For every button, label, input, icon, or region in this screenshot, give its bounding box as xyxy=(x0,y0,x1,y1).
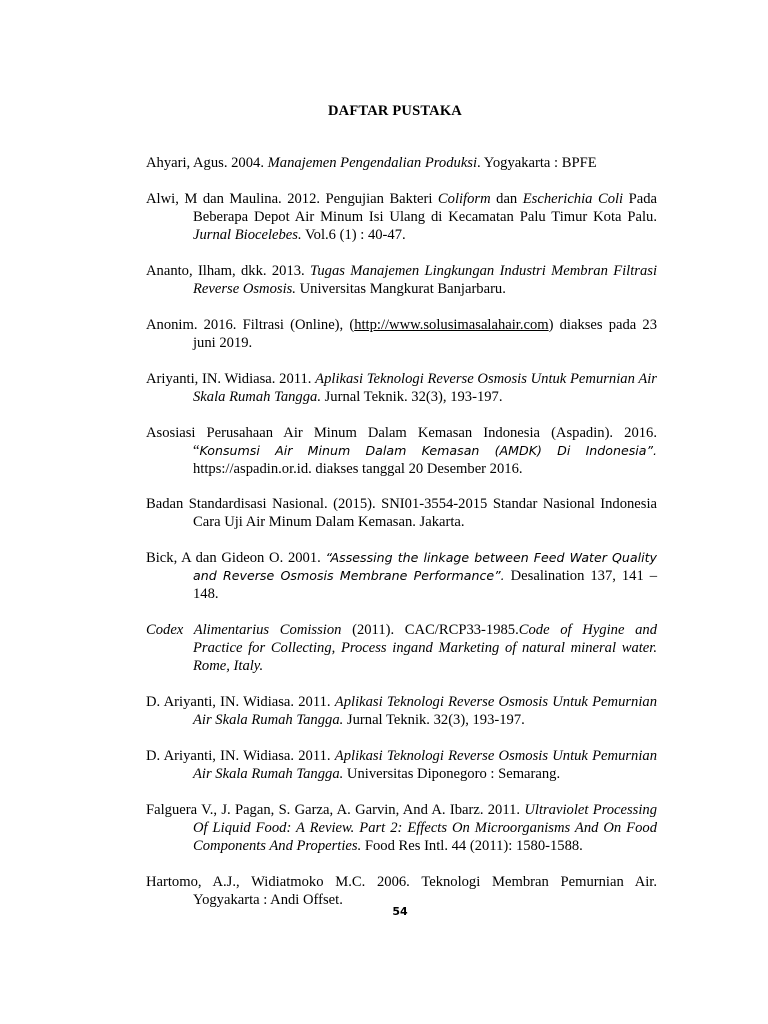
ref-text: Desalination 137, 141 – 148. xyxy=(193,568,657,602)
ref-text: D. Ariyanti, IN. Widiasa. 2011. xyxy=(146,748,335,764)
ref-text: ) diakses pada 23 juni 2019. xyxy=(193,317,657,351)
ref-text: Ariyanti, IN. Widiasa. 2011. xyxy=(146,371,316,387)
reference-item xyxy=(146,316,657,352)
ref-title: Konsumsi Air Minum Dalam Kemasan (AMDK) Di Indonesia”. xyxy=(199,443,657,458)
ref-text: Universitas Diponegoro : Semarang. xyxy=(343,766,561,782)
ref-text: Food Res Intl. 44 (2011): 1580-1588. xyxy=(361,838,583,854)
ref-text: Badan Standardisasi Nasional. (2015). SNI01-3554-2015 Standar Nasional Indonesia Cara Uji Air Minum Dalam Kemasan. Jakarta. xyxy=(146,496,657,530)
ref-title: Escherichia Coli xyxy=(522,191,624,207)
ref-text: Alwi, M dan Maulina. 2012. Pengujian Bakteri xyxy=(146,191,438,207)
page-number: 54 xyxy=(392,905,408,918)
ref-author: Codex Alimentarius Comission xyxy=(146,622,342,638)
reference-item xyxy=(146,747,657,783)
ref-title: Code of Hygine and Practice for Collecting, Process ingand Marketing of natural mineral water. Rome, Italy. xyxy=(193,622,657,674)
ref-text: Jurnal Teknik. 32(3), 193-197. xyxy=(320,389,503,405)
ref-text: Ahyari, Agus. 2004. xyxy=(146,155,268,171)
ref-text: Ananto, Ilham, dkk. 2013. xyxy=(146,263,311,279)
ref-text: (2011). CAC/RCP33-1985. xyxy=(341,622,519,638)
ref-text: https://aspadin.or.id. diakses tanggal 20 Desember 2016. xyxy=(193,461,523,477)
reference-item xyxy=(146,262,657,298)
ref-journal: Jurnal Biocelebes. xyxy=(193,227,302,243)
reference-item xyxy=(146,154,657,172)
reference-item xyxy=(146,424,657,478)
ref-text: Bick, A dan Gideon O. 2001. xyxy=(146,550,326,566)
ref-text: Asosiasi Perusahaan Air Minum Dalam Kemasan Indonesia (Aspadin). 2016. “ xyxy=(146,425,657,459)
ref-title: Aplikasi Teknologi Reverse Osmosis Untuk Pemurnian Air Skala Rumah Tangga. xyxy=(193,748,657,782)
ref-title: Coliform xyxy=(437,191,491,207)
ref-text: . Yogyakarta : BPFE xyxy=(477,155,597,171)
reference-item xyxy=(146,495,657,531)
reference-item xyxy=(146,370,657,406)
page-title: DAFTAR PUSTAKA xyxy=(328,103,462,119)
reference-item xyxy=(146,873,657,909)
ref-text: Pada Beberapa Depot Air Minum Isi Ulang di Kecamatan Palu Timur Kota Palu. xyxy=(193,191,657,225)
ref-title: “Assessing the linkage between Feed Water Quality and Reverse Osmosis Membrane Performance”. xyxy=(193,550,657,583)
ref-title: Tugas Manajemen Lingkungan Industri Membran Filtrasi Reverse Osmosis. xyxy=(193,263,657,297)
ref-text: Anonim. 2016. Filtrasi (Online), ( xyxy=(146,317,355,333)
reference-item xyxy=(146,801,657,855)
ref-link[interactable]: http://www.solusimasalahair.com xyxy=(354,317,549,333)
reference-list xyxy=(146,154,657,927)
reference-item xyxy=(146,190,657,244)
ref-title: Manajemen Pengendalian Produksi xyxy=(267,155,478,171)
ref-text: Hartomo, A.J., Widiatmoko M.C. 2006. Teknologi Membran Pemurnian Air. Yogyakarta : Andi Offset. xyxy=(146,874,657,908)
ref-text: Vol.6 (1) : 40-47. xyxy=(301,227,406,243)
ref-title: Ultraviolet Processing Of Liquid Food: A Review. Part 2: Effects On Microorganisms And On Food Components And Properties. xyxy=(193,802,658,854)
ref-title: Aplikasi Teknologi Reverse Osmosis Untuk Pemurnian Air Skala Rumah Tangga. xyxy=(193,694,657,728)
ref-text: dan xyxy=(490,191,523,207)
ref-text: Jurnal Teknik. 32(3), 193-197. xyxy=(343,712,525,728)
reference-item xyxy=(146,549,657,603)
ref-title: Aplikasi Teknologi Reverse Osmosis Untuk Pemurnian Air Skala Rumah Tangga. xyxy=(193,371,657,405)
ref-text: Falguera V., J. Pagan, S. Garza, A. Garvin, And A. Ibarz. 2011. xyxy=(146,802,525,818)
ref-text: D. Ariyanti, IN. Widiasa. 2011. xyxy=(146,694,335,710)
reference-item xyxy=(146,621,657,675)
reference-item xyxy=(146,693,657,729)
ref-text: Universitas Mangkurat Banjarbaru. xyxy=(295,281,506,297)
